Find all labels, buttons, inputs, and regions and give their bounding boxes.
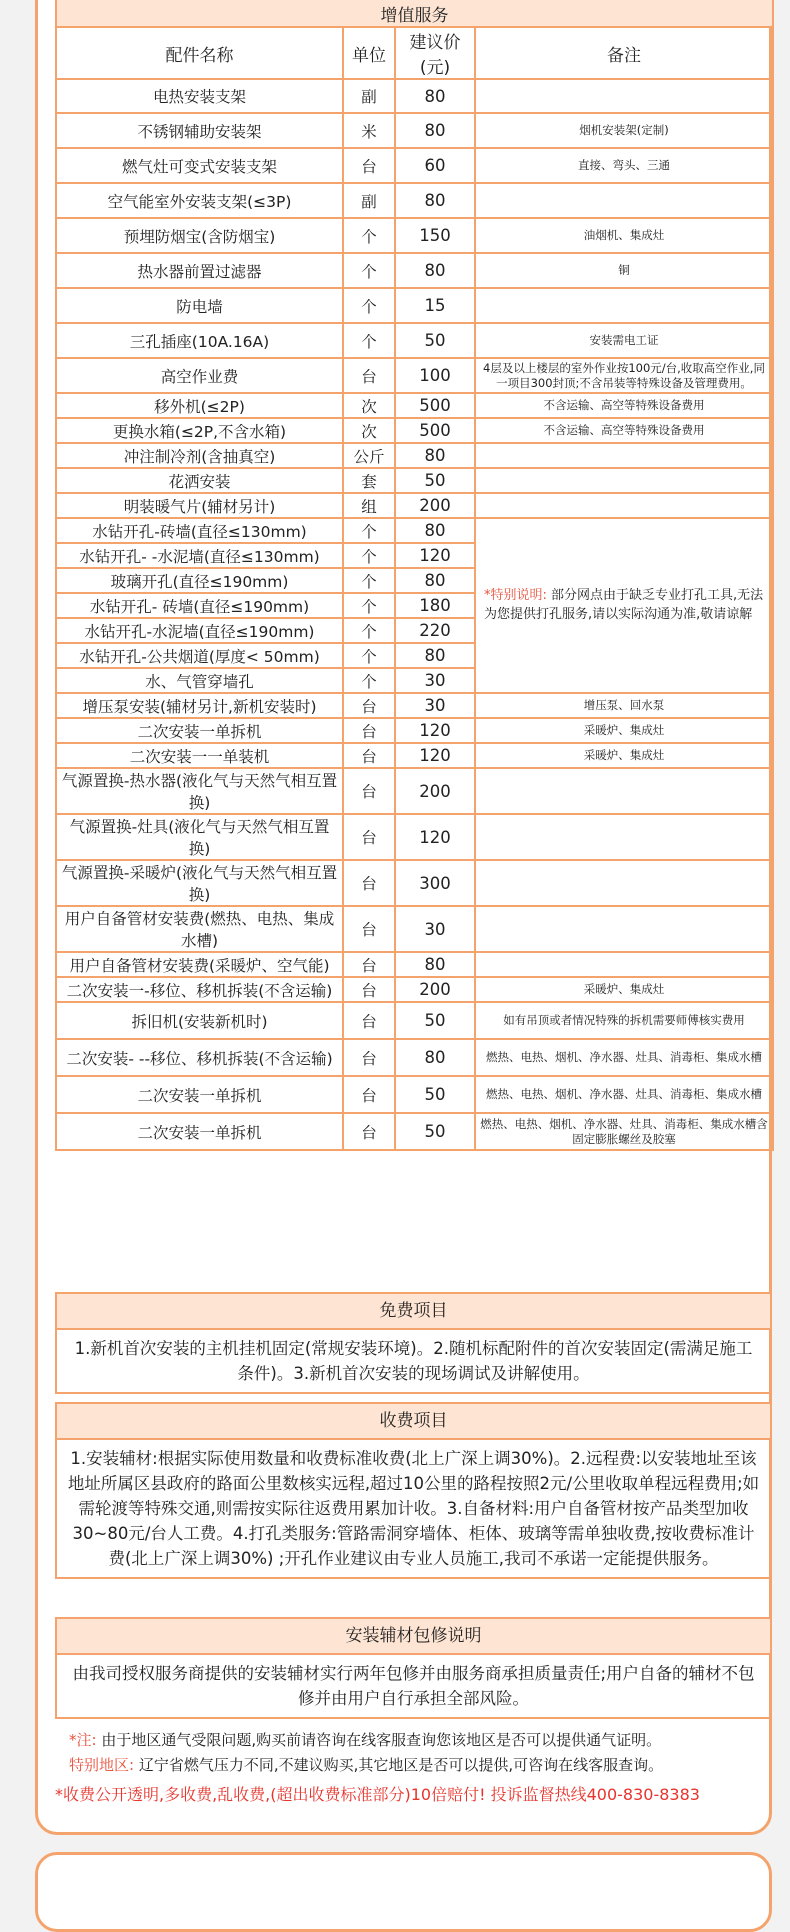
row-name: 二次安装一-移位、移机拆装(不含运输) bbox=[56, 977, 343, 1002]
row-unit: 个 bbox=[343, 618, 395, 643]
row-unit: 个 bbox=[343, 323, 395, 358]
row-name: 热水器前置过滤器 bbox=[56, 253, 343, 288]
footnote-region-text: 辽宁省燃气压力不同,不建议购买,其它地区是否可以提供,可咨询在线客服查询。 bbox=[134, 1756, 664, 1774]
row-name: 增压泵安装(辅材另计,新机安装时) bbox=[56, 693, 343, 718]
row-unit: 台 bbox=[343, 906, 395, 952]
row-unit: 台 bbox=[343, 1076, 395, 1113]
row-price: 80 bbox=[395, 1039, 475, 1076]
row-name: 水钻开孔-公共烟道(厚度< 50mm) bbox=[56, 643, 343, 668]
row-price: 300 bbox=[395, 860, 475, 906]
row-price: 80 bbox=[395, 952, 475, 977]
table-row bbox=[56, 393, 773, 418]
row-note: 油烟机、集成灶 bbox=[475, 218, 773, 253]
row-name: 明装暖气片(辅材另计) bbox=[56, 493, 343, 518]
row-name: 三孔插座(10A.16A) bbox=[56, 323, 343, 358]
table-row bbox=[56, 253, 773, 288]
row-note bbox=[475, 288, 773, 323]
table-row bbox=[56, 1002, 773, 1039]
row-price: 500 bbox=[395, 418, 475, 443]
table-row bbox=[56, 468, 773, 493]
row-name: 用户自备管材安装费(燃热、电热、集成水槽) bbox=[56, 906, 343, 952]
row-unit: 套 bbox=[343, 468, 395, 493]
row-name: 移外机(≤2P) bbox=[56, 393, 343, 418]
row-note bbox=[475, 906, 773, 952]
row-name: 冲注制冷剂(含抽真空) bbox=[56, 443, 343, 468]
row-note bbox=[475, 468, 773, 493]
charge-items-box bbox=[55, 1402, 772, 1579]
row-unit: 台 bbox=[343, 1002, 395, 1039]
col-header-name: 配件名称 bbox=[56, 27, 343, 79]
row-note bbox=[475, 952, 773, 977]
row-note bbox=[475, 79, 773, 113]
row-unit: 个 bbox=[343, 253, 395, 288]
table-row bbox=[56, 718, 773, 743]
row-name: 二次安装一单拆机 bbox=[56, 1113, 343, 1150]
row-price: 120 bbox=[395, 718, 475, 743]
charge-items-title: 收费项目 bbox=[57, 1404, 770, 1440]
row-unit: 台 bbox=[343, 358, 395, 393]
row-price: 50 bbox=[395, 1113, 475, 1150]
row-price: 500 bbox=[395, 393, 475, 418]
special-note bbox=[475, 518, 773, 693]
row-note: 燃热、电热、烟机、净水器、灶具、消毒柜、集成水槽含固定膨胀螺丝及胶塞 bbox=[475, 1113, 773, 1150]
row-unit: 副 bbox=[343, 79, 395, 113]
row-note: 采暖炉、集成灶 bbox=[475, 718, 773, 743]
row-name: 水、气管穿墙孔 bbox=[56, 668, 343, 693]
col-header-note: 备注 bbox=[475, 27, 773, 79]
table-row bbox=[56, 418, 773, 443]
row-name: 电热安装支架 bbox=[56, 79, 343, 113]
table-row bbox=[56, 218, 773, 253]
row-price: 80 bbox=[395, 253, 475, 288]
row-price: 100 bbox=[395, 358, 475, 393]
row-name: 拆旧机(安装新机时) bbox=[56, 1002, 343, 1039]
table-row bbox=[56, 1113, 773, 1150]
row-name: 水钻开孔- 砖墙(直径≤190mm) bbox=[56, 593, 343, 618]
warranty-body: 由我司授权服务商提供的安装辅材实行两年包修并由服务商承担质量责任;用户自备的辅材不包修并由用户自行承担全部风险。 bbox=[72, 1664, 755, 1708]
row-name: 用户自备管材安装费(采暖炉、空气能) bbox=[56, 952, 343, 977]
table-row bbox=[56, 288, 773, 323]
table-row bbox=[56, 323, 773, 358]
row-unit: 个 bbox=[343, 288, 395, 323]
row-unit: 次 bbox=[343, 393, 395, 418]
row-unit: 个 bbox=[343, 518, 395, 543]
table-row bbox=[56, 860, 773, 906]
free-items-box bbox=[55, 1292, 772, 1394]
row-note: 直接、弯头、三通 bbox=[475, 148, 773, 183]
row-unit: 台 bbox=[343, 718, 395, 743]
row-unit: 副 bbox=[343, 183, 395, 218]
row-note bbox=[475, 493, 773, 518]
row-unit: 个 bbox=[343, 568, 395, 593]
row-name: 气源置换-采暖炉(液化气与天然气相互置换) bbox=[56, 860, 343, 906]
row-price: 120 bbox=[395, 543, 475, 568]
warranty-box bbox=[55, 1617, 772, 1719]
row-note: 燃热、电热、烟机、净水器、灶具、消毒柜、集成水槽 bbox=[475, 1039, 773, 1076]
row-price: 200 bbox=[395, 493, 475, 518]
row-unit: 台 bbox=[343, 814, 395, 860]
table-row bbox=[56, 518, 773, 543]
next-card bbox=[35, 1852, 772, 1932]
row-price: 50 bbox=[395, 468, 475, 493]
table-row bbox=[56, 79, 773, 113]
row-name: 玻璃开孔(直径≤190mm) bbox=[56, 568, 343, 593]
row-note: 采暖炉、集成灶 bbox=[475, 977, 773, 1002]
row-name: 气源置换-灶具(液化气与天然气相互置换) bbox=[56, 814, 343, 860]
row-price: 30 bbox=[395, 693, 475, 718]
row-unit: 次 bbox=[343, 418, 395, 443]
row-price: 80 bbox=[395, 443, 475, 468]
row-price: 50 bbox=[395, 1002, 475, 1039]
table-row bbox=[56, 952, 773, 977]
row-note: 采暖炉、集成灶 bbox=[475, 743, 773, 768]
row-note: 安装需电工证 bbox=[475, 323, 773, 358]
row-name: 气源置换-热水器(液化气与天然气相互置换) bbox=[56, 768, 343, 814]
complaint-warning: *收费公开透明,多收费,乱收费,(超出收费标准部分)10倍赔付! 投诉监督热线400-830-8383 bbox=[55, 1785, 700, 1804]
col-header-unit: 单位 bbox=[343, 27, 395, 79]
table-row bbox=[56, 977, 773, 1002]
row-unit: 个 bbox=[343, 593, 395, 618]
row-note: 不含运输、高空等特殊设备费用 bbox=[475, 393, 773, 418]
warranty-title: 安装辅材包修说明 bbox=[57, 1619, 770, 1655]
table-row bbox=[56, 768, 773, 814]
row-price: 50 bbox=[395, 1076, 475, 1113]
footnotes bbox=[55, 1728, 775, 1807]
row-name: 花洒安装 bbox=[56, 468, 343, 493]
row-name: 更换水箱(≤2P,不含水箱) bbox=[56, 418, 343, 443]
table-row bbox=[56, 693, 773, 718]
row-name: 水钻开孔- -水泥墙(直径≤130mm) bbox=[56, 543, 343, 568]
table-row bbox=[56, 906, 773, 952]
table-row bbox=[56, 358, 773, 393]
row-unit: 台 bbox=[343, 693, 395, 718]
row-note: 烟机安装架(定制) bbox=[475, 113, 773, 148]
row-price: 80 bbox=[395, 113, 475, 148]
row-name: 水钻开孔-水泥墙(直径≤190mm) bbox=[56, 618, 343, 643]
row-price: 80 bbox=[395, 518, 475, 543]
row-name: 水钻开孔-砖墙(直径≤130mm) bbox=[56, 518, 343, 543]
row-unit: 个 bbox=[343, 643, 395, 668]
row-price: 60 bbox=[395, 148, 475, 183]
row-price: 200 bbox=[395, 977, 475, 1002]
row-price: 220 bbox=[395, 618, 475, 643]
table-row bbox=[56, 493, 773, 518]
row-name: 预埋防烟宝(含防烟宝) bbox=[56, 218, 343, 253]
footnote-region bbox=[55, 1753, 775, 1778]
row-unit: 台 bbox=[343, 860, 395, 906]
row-unit: 台 bbox=[343, 743, 395, 768]
row-name: 二次安装一一单装机 bbox=[56, 743, 343, 768]
row-name: 空气能室外安装支架(≤3P) bbox=[56, 183, 343, 218]
footnote-gas bbox=[55, 1728, 775, 1753]
footnote-region-label: 特别地区: bbox=[69, 1756, 135, 1774]
row-price: 80 bbox=[395, 183, 475, 218]
row-unit: 台 bbox=[343, 768, 395, 814]
table-row bbox=[56, 183, 773, 218]
row-name: 高空作业费 bbox=[56, 358, 343, 393]
row-price: 180 bbox=[395, 593, 475, 618]
table-row bbox=[56, 148, 773, 183]
row-note: 不含运输、高空等特殊设备费用 bbox=[475, 418, 773, 443]
free-items-title: 免费项目 bbox=[57, 1294, 770, 1330]
row-note: 4层及以上楼层的室外作业按100元/台,收取高空作业,同一项目300封顶;不含吊装等特殊设备及管理费用。 bbox=[475, 358, 773, 393]
footnote-gas-label: *注: bbox=[69, 1731, 97, 1749]
row-unit: 台 bbox=[343, 977, 395, 1002]
table-row bbox=[56, 743, 773, 768]
row-note bbox=[475, 768, 773, 814]
row-unit: 公斤 bbox=[343, 443, 395, 468]
row-name: 二次安装一单拆机 bbox=[56, 1076, 343, 1113]
section-title: 增值服务 bbox=[56, 0, 773, 27]
charge-items-body: 1.安装辅材:根据实际使用数量和收费标准收费(北上广深上调30%)。2.远程费:以安装地址至该地址所属区县政府的路面公里数核实远程,超过10公里的路程按照2元/公里收取单程远程费用;如需轮渡等特殊交通,则需按实际往返费用累加计收。3.自备材料:用户自备管材按产品类型加收30~80元/台人工费。4.打孔类服务:管路需洞穿墙体、柜体、玻璃等需单独收费,按收费标准计费(北上广深上调30%) ;开孔作业建议由专业人员施工,我司不承诺一定能提供服务。 bbox=[67, 1449, 760, 1568]
row-price: 150 bbox=[395, 218, 475, 253]
table-row bbox=[56, 443, 773, 468]
row-price: 120 bbox=[395, 743, 475, 768]
row-name: 燃气灶可变式安装支架 bbox=[56, 148, 343, 183]
row-name: 防电墙 bbox=[56, 288, 343, 323]
row-note: 如有吊顶或者情况特殊的拆机需要师傅核实费用 bbox=[475, 1002, 773, 1039]
row-price: 30 bbox=[395, 906, 475, 952]
row-price: 80 bbox=[395, 568, 475, 593]
row-unit: 米 bbox=[343, 113, 395, 148]
free-items-body: 1.新机首次安装的主机挂机固定(常规安装环境)。2.随机标配附件的首次安装固定(需满足施工条件)。3.新机首次安装的现场调试及讲解使用。 bbox=[74, 1339, 753, 1383]
row-unit: 台 bbox=[343, 1113, 395, 1150]
table-row bbox=[56, 113, 773, 148]
service-price-table bbox=[55, 0, 774, 1151]
table-row bbox=[56, 814, 773, 860]
row-unit: 个 bbox=[343, 668, 395, 693]
row-note bbox=[475, 183, 773, 218]
row-note bbox=[475, 814, 773, 860]
row-unit: 台 bbox=[343, 1039, 395, 1076]
row-price: 15 bbox=[395, 288, 475, 323]
row-name: 二次安装- --移位、移机拆装(不含运输) bbox=[56, 1039, 343, 1076]
row-unit: 台 bbox=[343, 148, 395, 183]
row-note bbox=[475, 443, 773, 468]
row-name: 不锈钢辅助安装架 bbox=[56, 113, 343, 148]
row-price: 30 bbox=[395, 668, 475, 693]
row-note: 增压泵、回水泵 bbox=[475, 693, 773, 718]
table-row bbox=[56, 1039, 773, 1076]
row-price: 80 bbox=[395, 79, 475, 113]
special-note-label: *特别说明: bbox=[484, 587, 547, 603]
row-note: 燃热、电热、烟机、净水器、灶具、消毒柜、集成水槽 bbox=[475, 1076, 773, 1113]
row-unit: 组 bbox=[343, 493, 395, 518]
row-price: 120 bbox=[395, 814, 475, 860]
row-price: 200 bbox=[395, 768, 475, 814]
table-row bbox=[56, 1076, 773, 1113]
row-unit: 个 bbox=[343, 543, 395, 568]
row-unit: 台 bbox=[343, 952, 395, 977]
row-note: 铜 bbox=[475, 253, 773, 288]
special-note-text: 部分网点由于缺乏专业打孔工具,无法为您提供打孔服务,请以实际沟通为准,敬请谅解 bbox=[484, 587, 764, 622]
row-name: 二次安装一单拆机 bbox=[56, 718, 343, 743]
row-price: 80 bbox=[395, 643, 475, 668]
row-price: 50 bbox=[395, 323, 475, 358]
col-header-price: 建议价(元) bbox=[395, 27, 475, 79]
row-note bbox=[475, 860, 773, 906]
row-unit: 个 bbox=[343, 218, 395, 253]
footnote-gas-text: 由于地区通气受限问题,购买前请咨询在线客服查询您该地区是否可以提供通气证明。 bbox=[96, 1731, 662, 1749]
